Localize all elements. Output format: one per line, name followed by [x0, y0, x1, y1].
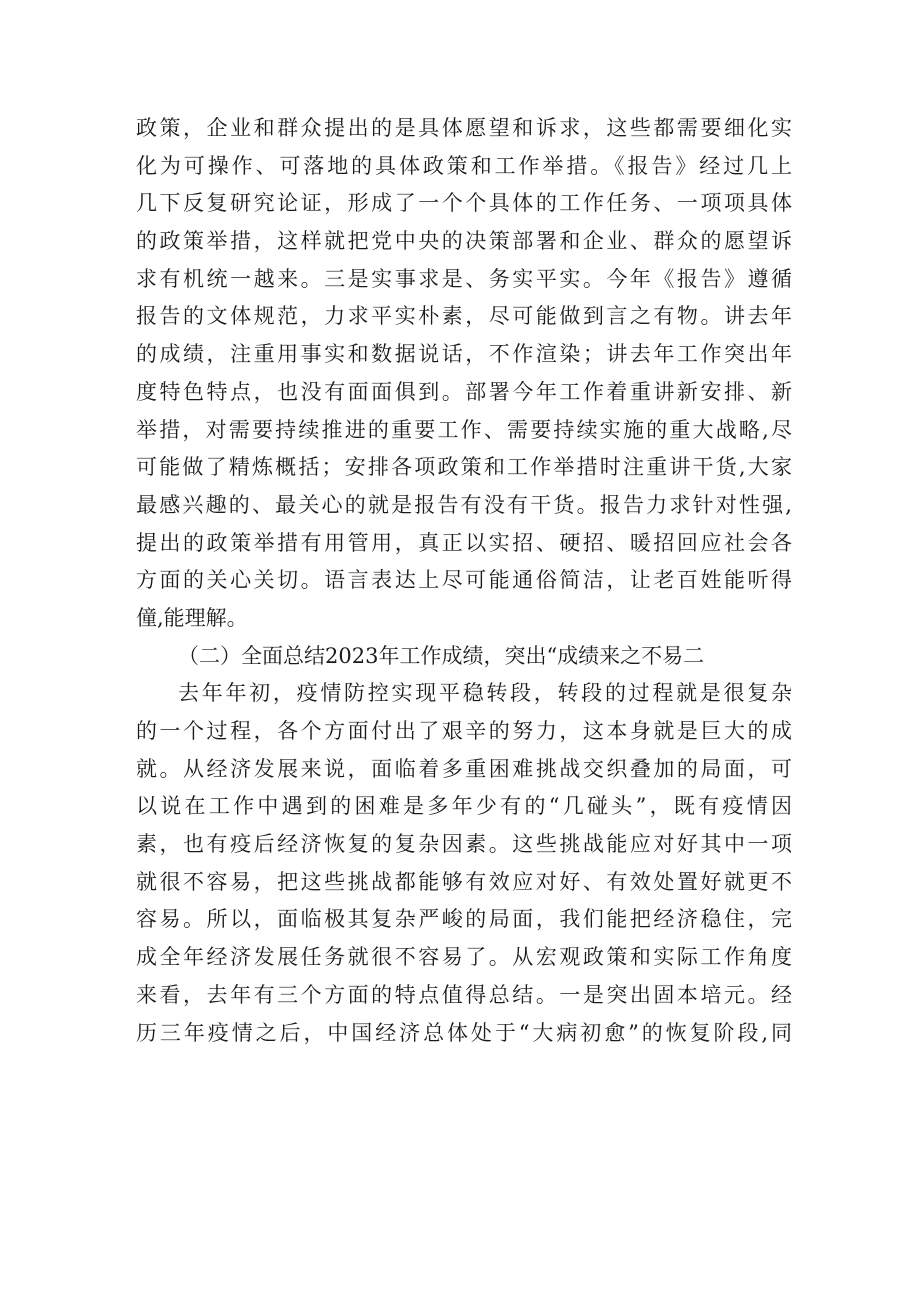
paragraph-1	[136, 110, 792, 638]
text-line: 成全年经济发展任务就很不容易了。从宏观政策和实际工作角度	[136, 945, 792, 970]
text-line: 就。从经济发展来说，面临着多重困难挑战交织叠加的局面，可	[136, 756, 792, 781]
text-line: 几下反复研究论证，形成了一个个具体的工作任务、一项项具体	[136, 191, 792, 216]
text-line: 历三年疫情之后，中国经济总体处于“大病初愈”的恢复阶段,同	[136, 1020, 792, 1045]
text-line: 可能做了精炼概括；安排各项政策和工作举措时注重讲干货,大家	[136, 455, 792, 480]
document-body	[136, 110, 792, 1052]
text-line: 举措，对需要持续推进的重要工作、需要持续实施的重大战略,尽	[136, 417, 792, 442]
text-line: 就很不容易，把这些挑战都能够有效应对好、有效处置好就更不	[136, 869, 792, 894]
text-line: 来看，去年有三个方面的特点值得总结。一是突出固本培元。经	[136, 982, 792, 1007]
text-line: 的一个过程，各个方面付出了艰辛的努力，这本身就是巨大的成	[136, 719, 792, 743]
text-line: 的成绩，注重用事实和数据说话，不作渲染；讲去年工作突出年	[136, 342, 792, 367]
text-line: 最感兴趣的、最关心的就是报告有没有干货。报告力求针对性强,	[136, 492, 792, 517]
text-line: 僮,能理解。	[136, 605, 248, 630]
text-line: 度特色特点，也没有面面俱到。部署今年工作着重讲新安排、新	[136, 379, 792, 404]
text-line: 方面的关心关切。语言表达上尽可能通俗简洁，让老百姓能听得	[136, 568, 792, 593]
paragraph-2	[136, 675, 792, 1052]
text-line: 报告的文体规范，力求平实朴素，尽可能做到言之有物。讲去年	[136, 304, 792, 329]
text-line: 政策，企业和群众提出的是具体愿望和诉求，这些都需要细化实	[136, 116, 792, 140]
text-line: 去年年初，疫情防控实现平稳转段，转段的过程就是很复杂	[178, 681, 792, 706]
text-line: 素，也有疫后经济恢复的复杂因素。这些挑战能应对好其中一项	[136, 832, 792, 857]
text-line: 提出的政策举措有用管用，真正以实招、硬招、暖招回应社会各	[136, 530, 792, 555]
section-heading: （二）全面总结2023年工作成绩，突出“成绩来之不易二	[178, 643, 705, 668]
text-line: 化为可操作、可落地的具体政策和工作举措。《报告》经过几上	[136, 153, 792, 178]
text-line: 求有机统一越来。三是实事求是、务实平实。今年《报告》遵循	[136, 266, 792, 291]
text-line: 以说在工作中遇到的困难是多年少有的“几碰头”，既有疫情因	[136, 794, 792, 819]
text-line: 容易。所以，面临极其复杂严峻的局面，我们能把经济稳住，完	[136, 907, 792, 932]
text-line: 的政策举措，这样就把党中央的决策部署和企业、群众的愿望诉	[136, 229, 792, 254]
